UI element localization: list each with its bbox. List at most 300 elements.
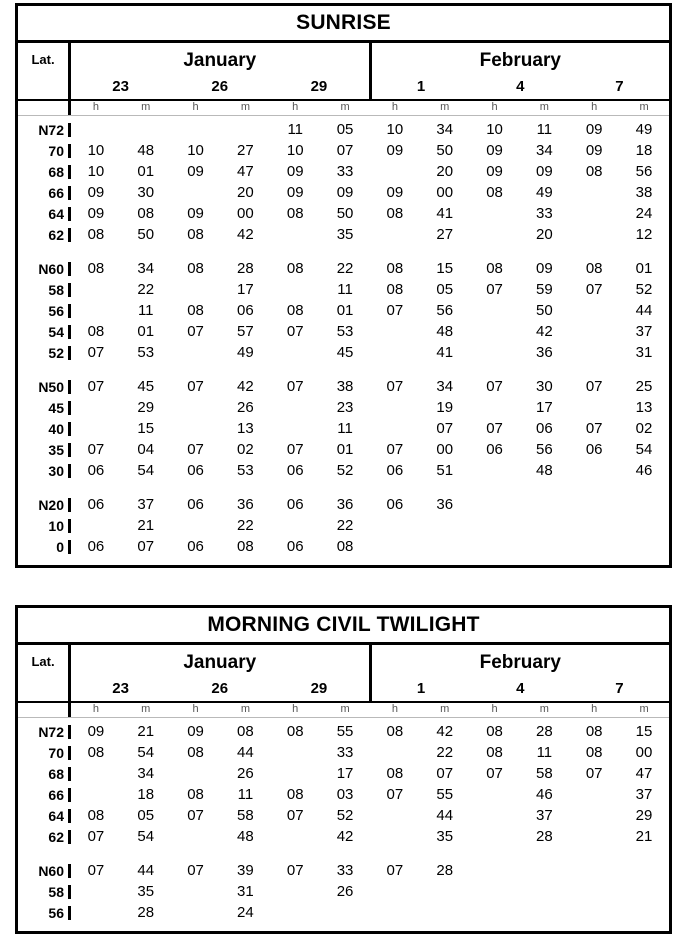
table-row — [18, 826, 669, 847]
time-cell — [470, 539, 520, 554]
time-cell: 07 — [585, 765, 603, 782]
time-cell: 01 — [137, 323, 155, 340]
time-cell: 09 — [536, 163, 553, 180]
time-cell — [370, 745, 420, 760]
body-bottom-spacer — [18, 923, 669, 931]
time-cell — [71, 766, 121, 781]
table-row — [18, 536, 669, 557]
time-cell — [121, 122, 171, 137]
time-cell — [420, 518, 470, 533]
day-column-header: 29 — [310, 680, 328, 697]
time-cell — [370, 421, 420, 436]
time-cell: 07 — [137, 538, 155, 555]
latitude-row-group — [18, 119, 669, 245]
time-cell: 06 — [536, 420, 553, 437]
day-column-header: 7 — [615, 680, 624, 697]
time-cell: 00 — [436, 184, 454, 201]
latitude-label: 68 — [18, 165, 71, 179]
time-cell: 19 — [436, 399, 454, 416]
time-cell — [619, 863, 669, 878]
time-cell: 23 — [336, 399, 354, 416]
time-cell — [470, 518, 520, 533]
time-cell: 17 — [336, 765, 354, 782]
time-cell — [171, 884, 221, 899]
time-cell: 07 — [336, 142, 354, 159]
time-cell: 54 — [137, 462, 155, 479]
row-values — [71, 143, 669, 158]
time-cell: 10 — [87, 142, 105, 159]
time-cell: 15 — [436, 260, 454, 277]
time-cell: 28 — [536, 828, 553, 845]
time-cell: 01 — [137, 163, 155, 180]
time-cell: 30 — [536, 378, 553, 395]
time-cell — [569, 324, 619, 339]
latitude-label: 70 — [18, 746, 71, 760]
row-values — [71, 400, 669, 415]
time-cell: 42 — [237, 378, 254, 395]
time-cell — [569, 345, 619, 360]
time-cell — [619, 518, 669, 533]
time-cell — [270, 518, 320, 533]
table-row — [18, 397, 669, 418]
latitude-label: 66 — [18, 788, 71, 802]
latitude-row-group — [18, 494, 669, 557]
time-cell: 22 — [436, 744, 454, 761]
time-cell: 07 — [187, 862, 204, 879]
day-row — [71, 73, 369, 99]
time-cell: 07 — [386, 378, 404, 395]
time-cell: 52 — [336, 807, 354, 824]
time-cell: 53 — [137, 344, 155, 361]
time-cell: 08 — [486, 260, 503, 277]
time-cell — [370, 400, 420, 415]
table-row — [18, 721, 669, 742]
table-row — [18, 258, 669, 279]
time-cell: 09 — [87, 723, 105, 740]
time-cell: 08 — [87, 323, 105, 340]
time-cell: 09 — [536, 260, 553, 277]
time-cell: 07 — [286, 378, 304, 395]
table-row — [18, 161, 669, 182]
time-cell: 37 — [635, 786, 653, 803]
time-cell: 49 — [237, 344, 254, 361]
row-values — [71, 518, 669, 533]
table-row — [18, 203, 669, 224]
month-name: January — [183, 50, 257, 71]
latitude-label: 62 — [18, 830, 71, 844]
time-cell: 11 — [137, 302, 154, 319]
latitude-label: 70 — [18, 144, 71, 158]
time-cell: 07 — [87, 862, 105, 879]
time-cell: 08 — [286, 302, 304, 319]
day-column-header: 23 — [112, 78, 129, 95]
table-row — [18, 494, 669, 515]
time-cell: 00 — [635, 744, 653, 761]
month-group-february — [372, 43, 670, 99]
time-cell: 02 — [635, 420, 653, 437]
time-cell: 08 — [286, 260, 304, 277]
row-values — [71, 227, 669, 242]
table-row — [18, 860, 669, 881]
time-cell — [470, 324, 520, 339]
time-cell: 53 — [336, 323, 354, 340]
time-cell: 08 — [87, 260, 105, 277]
time-cell: 21 — [137, 517, 155, 534]
time-cell — [370, 324, 420, 339]
time-cell: 06 — [286, 538, 304, 555]
time-cell: 07 — [87, 378, 105, 395]
time-cell: 56 — [436, 302, 454, 319]
table-row — [18, 321, 669, 342]
month-name: February — [479, 652, 561, 673]
time-cell — [569, 463, 619, 478]
time-cell: 34 — [137, 765, 155, 782]
time-cell — [171, 185, 221, 200]
time-cell: 07 — [187, 323, 204, 340]
time-cell: 01 — [635, 260, 653, 277]
time-cell — [470, 206, 520, 221]
unit-header-m: m — [340, 101, 350, 113]
time-cell: 11 — [536, 744, 553, 761]
time-cell: 08 — [286, 205, 304, 222]
time-cell: 07 — [486, 378, 503, 395]
time-cell: 07 — [187, 441, 204, 458]
unit-header-h: h — [591, 101, 598, 113]
row-values — [71, 206, 669, 221]
time-cell: 08 — [286, 786, 304, 803]
time-cell: 08 — [87, 807, 105, 824]
latitude-label: 35 — [18, 443, 71, 457]
time-cell: 09 — [486, 163, 503, 180]
time-cell: 06 — [386, 462, 404, 479]
table-row — [18, 224, 669, 245]
time-cell: 07 — [87, 441, 105, 458]
table-body — [18, 718, 669, 931]
latitude-label: 45 — [18, 401, 71, 415]
time-cell — [71, 905, 121, 920]
time-cell: 44 — [137, 862, 155, 879]
time-cell — [270, 282, 320, 297]
time-cell — [420, 884, 470, 899]
row-values — [71, 829, 669, 844]
time-cell — [470, 808, 520, 823]
time-cell — [370, 227, 420, 242]
time-cell: 28 — [536, 723, 553, 740]
time-cell: 34 — [436, 378, 454, 395]
time-cell — [171, 421, 221, 436]
lat-column-header-label: Lat. — [31, 654, 55, 669]
time-cell: 45 — [336, 344, 354, 361]
month-groups — [71, 43, 669, 99]
latitude-label: 64 — [18, 207, 71, 221]
month-group-january — [71, 43, 372, 99]
time-cell: 28 — [137, 904, 155, 921]
time-cell: 13 — [635, 399, 653, 416]
table-row — [18, 279, 669, 300]
time-cell: 55 — [336, 723, 354, 740]
time-cell: 20 — [436, 163, 454, 180]
time-cell — [470, 227, 520, 242]
table-header — [18, 645, 669, 703]
time-cell: 37 — [635, 323, 653, 340]
row-values — [71, 787, 669, 802]
time-cell: 39 — [237, 862, 254, 879]
time-cell — [470, 787, 520, 802]
time-cell: 24 — [635, 205, 653, 222]
time-cell: 07 — [187, 807, 204, 824]
time-cell — [71, 518, 121, 533]
time-cell — [470, 905, 520, 920]
time-cell: 46 — [536, 786, 553, 803]
unit-header-m: m — [340, 703, 350, 715]
table-title: MORNING CIVIL TWILIGHT — [18, 608, 669, 645]
time-cell: 08 — [87, 744, 105, 761]
table-row — [18, 784, 669, 805]
row-values — [71, 539, 669, 554]
table-row — [18, 342, 669, 363]
time-cell: 07 — [87, 828, 105, 845]
time-cell: 07 — [286, 862, 304, 879]
lat-column-header — [18, 645, 71, 701]
latitude-row-group — [18, 258, 669, 363]
time-cell — [569, 303, 619, 318]
time-cell: 09 — [187, 723, 204, 740]
latitude-label: 64 — [18, 809, 71, 823]
time-cell: 06 — [87, 462, 105, 479]
unit-header-h: h — [292, 703, 299, 715]
unit-header-m: m — [539, 703, 549, 715]
time-cell: 42 — [336, 828, 354, 845]
time-cell: 36 — [237, 496, 254, 513]
time-cell — [370, 829, 420, 844]
time-cell: 24 — [237, 904, 254, 921]
time-cell — [320, 905, 370, 920]
time-cell: 50 — [137, 226, 155, 243]
time-cell — [420, 539, 470, 554]
unit-header-cells — [71, 703, 669, 717]
time-cell — [171, 905, 221, 920]
time-cell — [470, 863, 520, 878]
time-cell: 07 — [187, 378, 204, 395]
time-cell: 34 — [137, 260, 155, 277]
time-cell: 07 — [286, 807, 304, 824]
time-cell: 06 — [286, 462, 304, 479]
time-cell — [569, 400, 619, 415]
time-cell: 06 — [585, 441, 603, 458]
row-values — [71, 164, 669, 179]
time-cell: 26 — [237, 765, 254, 782]
time-cell: 09 — [286, 184, 304, 201]
time-cell: 01 — [336, 441, 354, 458]
time-cell: 08 — [386, 281, 404, 298]
time-cell: 22 — [137, 281, 155, 298]
time-cell: 09 — [187, 163, 204, 180]
time-cell: 05 — [336, 121, 354, 138]
time-cell: 54 — [137, 828, 155, 845]
time-cell — [370, 808, 420, 823]
time-cell — [619, 884, 669, 899]
time-cell — [569, 829, 619, 844]
time-cell: 54 — [635, 441, 653, 458]
time-cell: 21 — [137, 723, 155, 740]
time-cell — [569, 539, 619, 554]
unit-header-lat-spacer — [18, 101, 71, 115]
time-cell: 48 — [536, 462, 553, 479]
day-column-header: 4 — [516, 78, 525, 95]
unit-header-m: m — [240, 101, 250, 113]
time-cell: 07 — [436, 765, 454, 782]
day-column-header: 26 — [211, 78, 229, 95]
time-cell: 06 — [187, 496, 204, 513]
time-cell: 42 — [237, 226, 254, 243]
time-cell — [470, 829, 520, 844]
time-cell: 34 — [536, 142, 553, 159]
time-cell — [270, 884, 320, 899]
time-cell: 53 — [237, 462, 254, 479]
time-cell: 58 — [237, 807, 254, 824]
row-values — [71, 324, 669, 339]
time-cell: 26 — [237, 399, 254, 416]
row-values — [71, 261, 669, 276]
time-cell — [71, 787, 121, 802]
time-cell — [71, 421, 121, 436]
time-cell: 17 — [536, 399, 553, 416]
time-cell: 00 — [436, 441, 454, 458]
body-bottom-spacer — [18, 557, 669, 565]
time-cell: 08 — [187, 226, 204, 243]
latitude-label: 30 — [18, 464, 71, 478]
time-cell: 29 — [635, 807, 653, 824]
time-cell: 07 — [386, 441, 404, 458]
latitude-label: N60 — [18, 864, 71, 878]
row-values — [71, 884, 669, 899]
month-name: February — [479, 50, 561, 71]
time-cell — [470, 497, 520, 512]
time-cell: 30 — [137, 184, 155, 201]
month-name: January — [183, 652, 257, 673]
time-cell: 08 — [386, 260, 404, 277]
latitude-label: N72 — [18, 725, 71, 739]
time-cell: 49 — [536, 184, 553, 201]
latitude-label: 52 — [18, 346, 71, 360]
time-cell: 09 — [486, 142, 503, 159]
month-group-january — [71, 645, 372, 701]
time-cell — [569, 518, 619, 533]
time-cell: 08 — [585, 163, 603, 180]
time-cell: 21 — [635, 828, 653, 845]
unit-header-m: m — [141, 703, 151, 715]
time-cell: 15 — [137, 420, 155, 437]
latitude-label: 66 — [18, 186, 71, 200]
table-row — [18, 742, 669, 763]
row-values — [71, 421, 669, 436]
time-cell: 06 — [87, 496, 105, 513]
time-cell: 09 — [585, 142, 603, 159]
time-cell — [519, 518, 569, 533]
latitude-label: N50 — [18, 380, 71, 394]
time-cell: 07 — [87, 344, 105, 361]
row-values — [71, 379, 669, 394]
unit-header-h: h — [192, 703, 199, 715]
time-cell: 06 — [187, 462, 204, 479]
latitude-label: 68 — [18, 767, 71, 781]
latitude-row-group — [18, 376, 669, 481]
time-cell — [370, 905, 420, 920]
time-cell: 09 — [286, 163, 304, 180]
time-cell — [370, 345, 420, 360]
row-values — [71, 766, 669, 781]
time-cell: 10 — [87, 163, 105, 180]
time-cell: 06 — [87, 538, 105, 555]
time-cell — [569, 185, 619, 200]
lat-column-header — [18, 43, 71, 99]
unit-header-m: m — [141, 101, 151, 113]
time-cell — [71, 122, 121, 137]
row-values — [71, 905, 669, 920]
time-cell: 36 — [536, 344, 553, 361]
unit-header-m: m — [240, 703, 250, 715]
month-group-february — [372, 645, 670, 701]
time-cell: 06 — [486, 441, 503, 458]
time-cell: 08 — [187, 260, 204, 277]
time-cell: 09 — [336, 184, 354, 201]
time-cell: 08 — [137, 205, 155, 222]
time-cell: 56 — [635, 163, 653, 180]
day-column-header: 1 — [416, 680, 426, 697]
time-cell — [71, 303, 121, 318]
time-cell: 00 — [237, 205, 254, 222]
time-cell — [569, 227, 619, 242]
time-cell: 06 — [187, 538, 204, 555]
time-cell: 33 — [536, 205, 553, 222]
time-cell: 08 — [386, 205, 404, 222]
time-cell: 47 — [635, 765, 653, 782]
time-cell: 49 — [635, 121, 653, 138]
time-cell: 18 — [137, 786, 155, 803]
time-cell — [569, 808, 619, 823]
time-cell: 07 — [585, 281, 603, 298]
day-row — [372, 675, 670, 701]
time-cell: 09 — [87, 184, 105, 201]
row-values — [71, 863, 669, 878]
time-cell: 33 — [336, 744, 354, 761]
time-cell — [71, 282, 121, 297]
time-cell — [619, 539, 669, 554]
time-cell: 22 — [336, 517, 354, 534]
time-cell: 08 — [187, 744, 204, 761]
time-cell: 07 — [386, 786, 404, 803]
table-header — [18, 43, 669, 101]
time-cell — [270, 227, 320, 242]
time-cell — [171, 400, 221, 415]
month-groups — [71, 645, 669, 701]
time-cell: 35 — [137, 883, 155, 900]
time-cell: 05 — [436, 281, 454, 298]
time-cell: 42 — [536, 323, 553, 340]
time-cell: 06 — [286, 496, 304, 513]
time-cell: 07 — [436, 420, 454, 437]
time-cell: 28 — [436, 862, 454, 879]
table-row — [18, 439, 669, 460]
day-column-header: 26 — [211, 680, 229, 697]
time-cell: 37 — [536, 807, 553, 824]
time-cell: 08 — [336, 538, 354, 555]
table-row — [18, 376, 669, 397]
time-cell: 28 — [237, 260, 254, 277]
sunrise-table — [15, 3, 672, 568]
time-cell: 08 — [386, 765, 404, 782]
time-cell: 51 — [436, 462, 454, 479]
